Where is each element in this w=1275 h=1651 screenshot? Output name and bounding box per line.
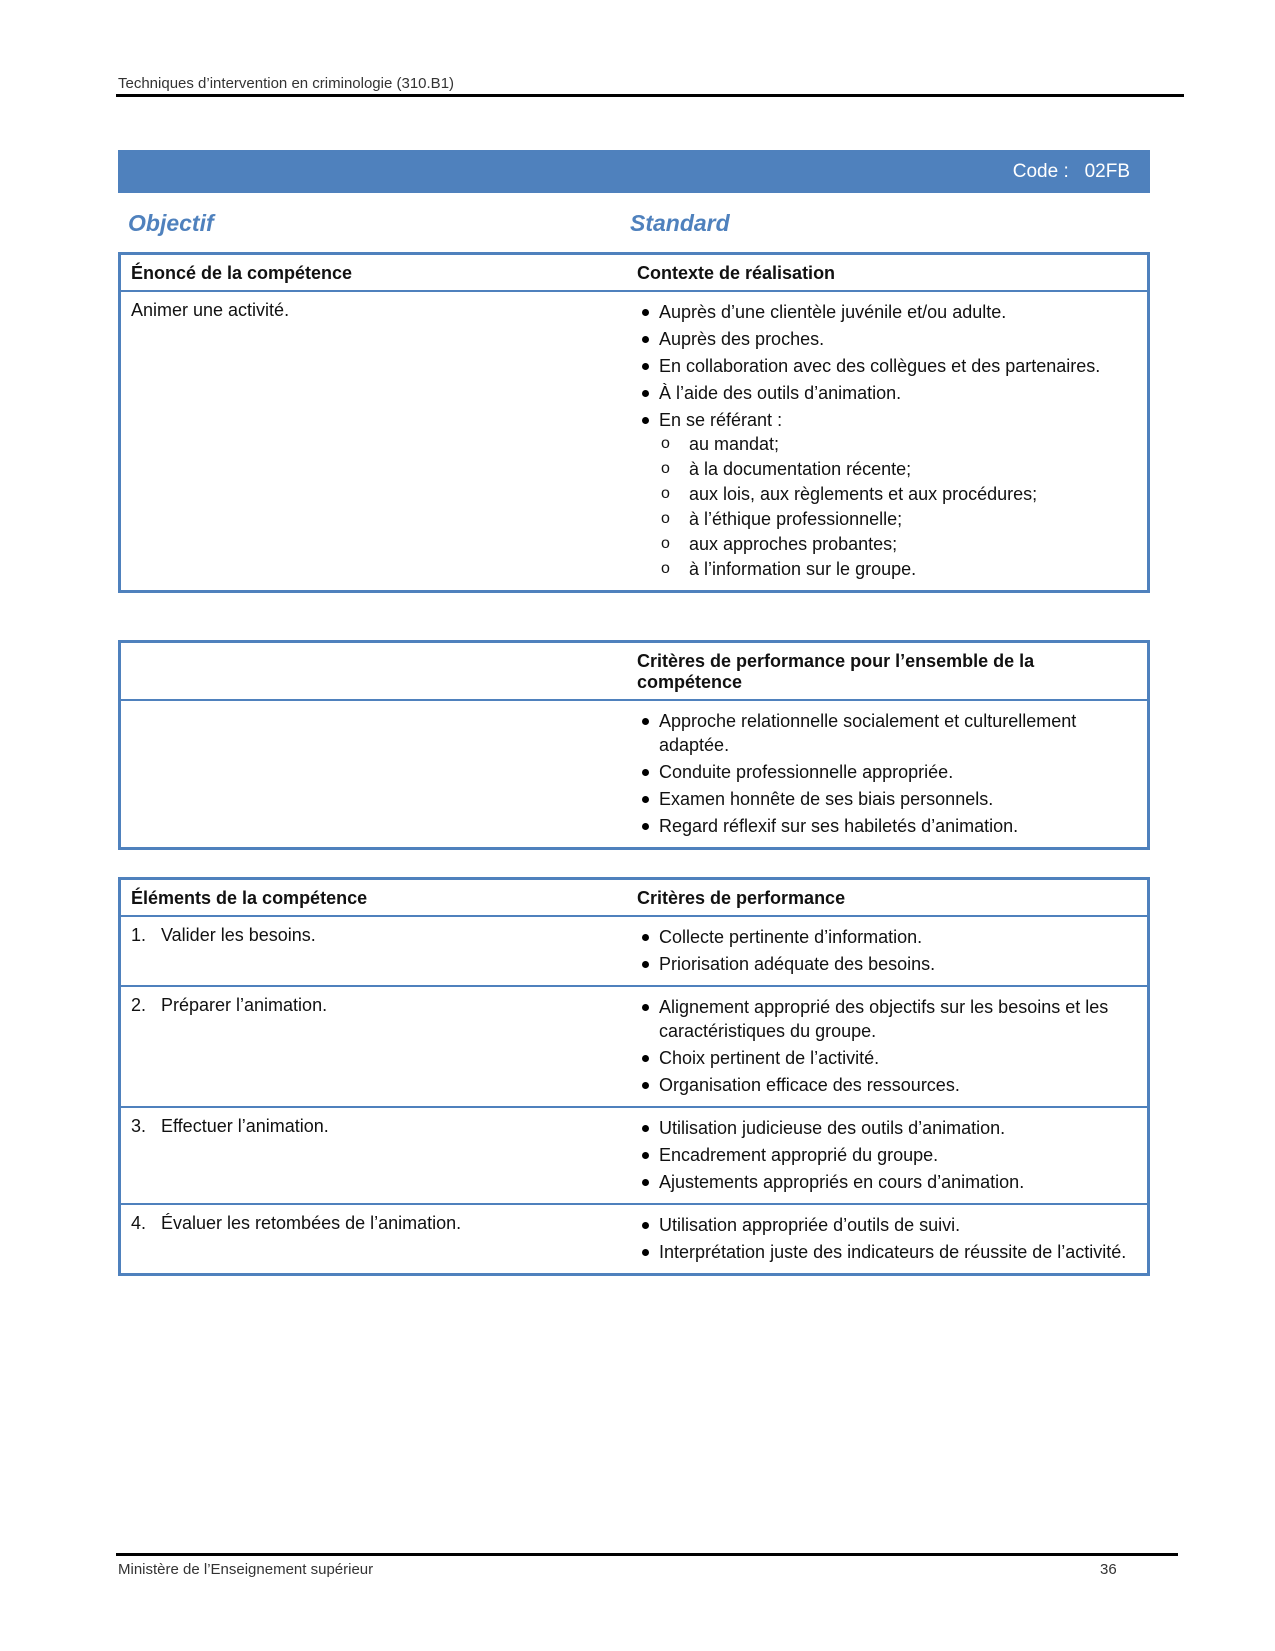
list-item: o à la documentation récente; xyxy=(689,457,1137,481)
overall-criteria-table xyxy=(118,640,1150,850)
element-cell xyxy=(120,986,628,1107)
empty-cell xyxy=(120,700,628,849)
competency-statement: Animer une activité. xyxy=(120,291,628,592)
criteria-cell xyxy=(627,986,1149,1107)
standard-heading: Standard xyxy=(630,210,730,236)
criteria-cell xyxy=(627,1204,1149,1275)
element-number: 1. xyxy=(131,925,147,945)
list-item: o aux approches probantes; xyxy=(689,532,1137,556)
context-header: Contexte de réalisation xyxy=(637,263,836,283)
references-intro: En se référant : xyxy=(659,410,783,430)
list-item: o à l’information sur le groupe. xyxy=(689,557,1137,581)
objective-heading: Objectif xyxy=(128,210,214,236)
competency-statement-table xyxy=(118,252,1150,593)
list-item: o aux lois, aux règlements et aux procédures; xyxy=(689,482,1137,506)
list-item: Regard réflexif sur ses habiletés d’animation. xyxy=(659,814,1137,838)
list-item: o au mandat; xyxy=(689,432,1137,456)
table-row xyxy=(120,291,1149,592)
list-item: Approche relationnelle socialement et culturellement adaptée. xyxy=(659,709,1137,757)
table-header-row xyxy=(120,879,1149,917)
list-item: Examen honnête de ses biais personnels. xyxy=(659,787,1137,811)
table-row xyxy=(120,1107,1149,1204)
list-item: Utilisation judicieuse des outils d’animation. xyxy=(659,1116,1137,1140)
context-list xyxy=(637,300,1137,581)
list-item: Choix pertinent de l’activité. xyxy=(659,1046,1137,1070)
elements-header: Éléments de la compétence xyxy=(131,888,368,908)
element-number: 2. xyxy=(131,995,147,1015)
table-row xyxy=(120,986,1149,1107)
overall-criteria-list xyxy=(637,709,1137,838)
footer-ministry: Ministère de l’Enseignement supérieur xyxy=(118,1561,374,1578)
element-text: Effectuer l’animation. xyxy=(161,1116,329,1136)
footer-rule xyxy=(116,1553,1178,1556)
criteria-cell xyxy=(627,1107,1149,1204)
list-item: Utilisation appropriée d’outils de suivi. xyxy=(659,1213,1137,1237)
criteria-list xyxy=(637,925,1137,976)
list-item: Collecte pertinente d’information. xyxy=(659,925,1137,949)
list-item: Conduite professionnelle appropriée. xyxy=(659,760,1137,784)
page-header-title: Techniques d’intervention en criminologie (310.B1) xyxy=(118,75,455,92)
list-item: Alignement approprié des objectifs sur les besoins et les caractéristiques du groupe. xyxy=(659,995,1137,1043)
list-item: Auprès d’une clientèle juvénile et/ou adulte. xyxy=(659,300,1137,324)
list-item xyxy=(659,408,1137,581)
list-item: o à l’éthique professionnelle; xyxy=(689,507,1137,531)
references-list xyxy=(659,432,1137,581)
statement-header: Énoncé de la compétence xyxy=(131,263,353,283)
criteria-cell xyxy=(627,916,1149,986)
empty-cell xyxy=(120,642,628,701)
element-cell xyxy=(120,1107,628,1204)
table-row xyxy=(120,1204,1149,1275)
elements-criteria-table xyxy=(118,877,1150,1276)
element-number: 4. xyxy=(131,1213,147,1233)
element-cell xyxy=(120,916,628,986)
table-header-row xyxy=(120,642,1149,701)
list-item: En collaboration avec des collègues et des partenaires. xyxy=(659,354,1137,378)
table-row xyxy=(120,916,1149,986)
list-item: À l’aide des outils d’animation. xyxy=(659,381,1137,405)
list-item: Ajustements appropriés en cours d’animation. xyxy=(659,1170,1137,1194)
list-item: Interprétation juste des indicateurs de réussite de l’activité. xyxy=(659,1240,1137,1264)
competency-code: Code : 02FB xyxy=(1012,161,1130,182)
table-header-row xyxy=(120,254,1149,292)
code-bar xyxy=(118,150,1150,193)
element-text: Préparer l’animation. xyxy=(161,995,328,1015)
list-item: Auprès des proches. xyxy=(659,327,1137,351)
list-item: Organisation efficace des ressources. xyxy=(659,1073,1137,1097)
element-text: Évaluer les retombées de l’animation. xyxy=(161,1213,462,1233)
context-list-cell xyxy=(627,291,1149,592)
list-item: Encadrement approprié du groupe. xyxy=(659,1143,1137,1167)
list-item: Priorisation adéquate des besoins. xyxy=(659,952,1137,976)
criteria-header: Critères de performance xyxy=(637,888,846,908)
overall-criteria-cell xyxy=(627,700,1149,849)
header-rule xyxy=(116,94,1184,97)
element-text: Valider les besoins. xyxy=(161,925,316,945)
element-cell xyxy=(120,1204,628,1275)
criteria-list xyxy=(637,995,1137,1097)
table-row xyxy=(120,700,1149,849)
element-number: 3. xyxy=(131,1116,147,1136)
criteria-list xyxy=(637,1213,1137,1264)
page-number: 36 xyxy=(1100,1561,1117,1578)
criteria-list xyxy=(637,1116,1137,1194)
overall-criteria-header: Critères de performance pour l’ensemble de la compétence xyxy=(637,651,1035,692)
